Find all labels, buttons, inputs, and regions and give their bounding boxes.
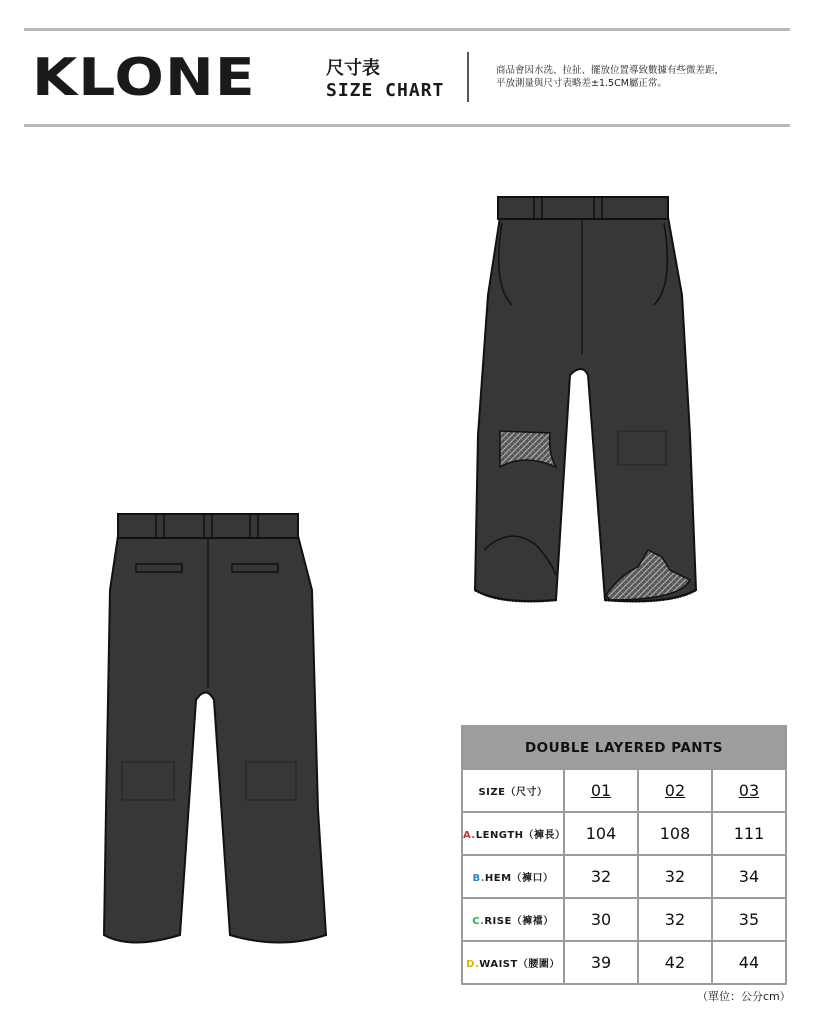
chart-title-en: SIZE CHART [326,80,445,101]
pants-back-view [100,510,332,950]
back-right-pocket [232,564,278,572]
unit-note: （單位：公分cm） [697,990,791,1003]
table-cell: 34 [712,855,786,898]
hem-label: B.HEM（褲口） [462,855,564,898]
table-title: DOUBLE LAYERED PANTS [462,726,786,769]
bottom-rule [24,124,790,127]
top-rule [24,28,790,31]
chart-title-cn: 尺寸表 [326,58,380,79]
table-cell: 35 [712,898,786,941]
front-leg-shape [475,217,696,601]
table-row-size [462,769,786,812]
waist-label: D.WAIST（腰圍） [462,941,564,984]
table-row-rise [462,898,786,941]
size-03: 03 [712,769,786,812]
size-table [461,725,787,985]
rise-label: C.RISE（褲襠） [462,898,564,941]
header-divider [467,52,469,102]
marker-c: C. [472,916,485,927]
table-cell: 104 [564,812,638,855]
note-line-1: 商品會因水洗、拉扯、擺放位置導致數據有些微差距， [496,65,725,76]
size-01: 01 [564,769,638,812]
table-row-hem [462,855,786,898]
marker-a: A. [463,830,476,841]
table-cell: 32 [564,855,638,898]
size-label: SIZE（尺寸） [462,769,564,812]
marker-d: D. [466,959,480,970]
table-cell: 44 [712,941,786,984]
table-cell: 39 [564,941,638,984]
back-left-pocket [136,564,182,572]
pants-front-view [470,195,702,615]
table-cell: 111 [712,812,786,855]
table-row-waist [462,941,786,984]
marker-b: B. [472,873,485,884]
table-cell: 108 [638,812,712,855]
front-waistband [498,197,668,219]
measurement-note [496,64,724,90]
note-line-2: 平放測量與尺寸表略差±1.5CM屬正常。 [496,78,667,89]
table-cell: 32 [638,898,712,941]
brand-logo: KLONE [32,48,256,108]
table-cell: 30 [564,898,638,941]
length-label: A.LENGTH（褲長） [462,812,564,855]
back-leg-shape [104,536,326,943]
size-02: 02 [638,769,712,812]
table-cell: 32 [638,855,712,898]
back-waistband [118,514,298,538]
table-cell: 42 [638,941,712,984]
table-row-length [462,812,786,855]
